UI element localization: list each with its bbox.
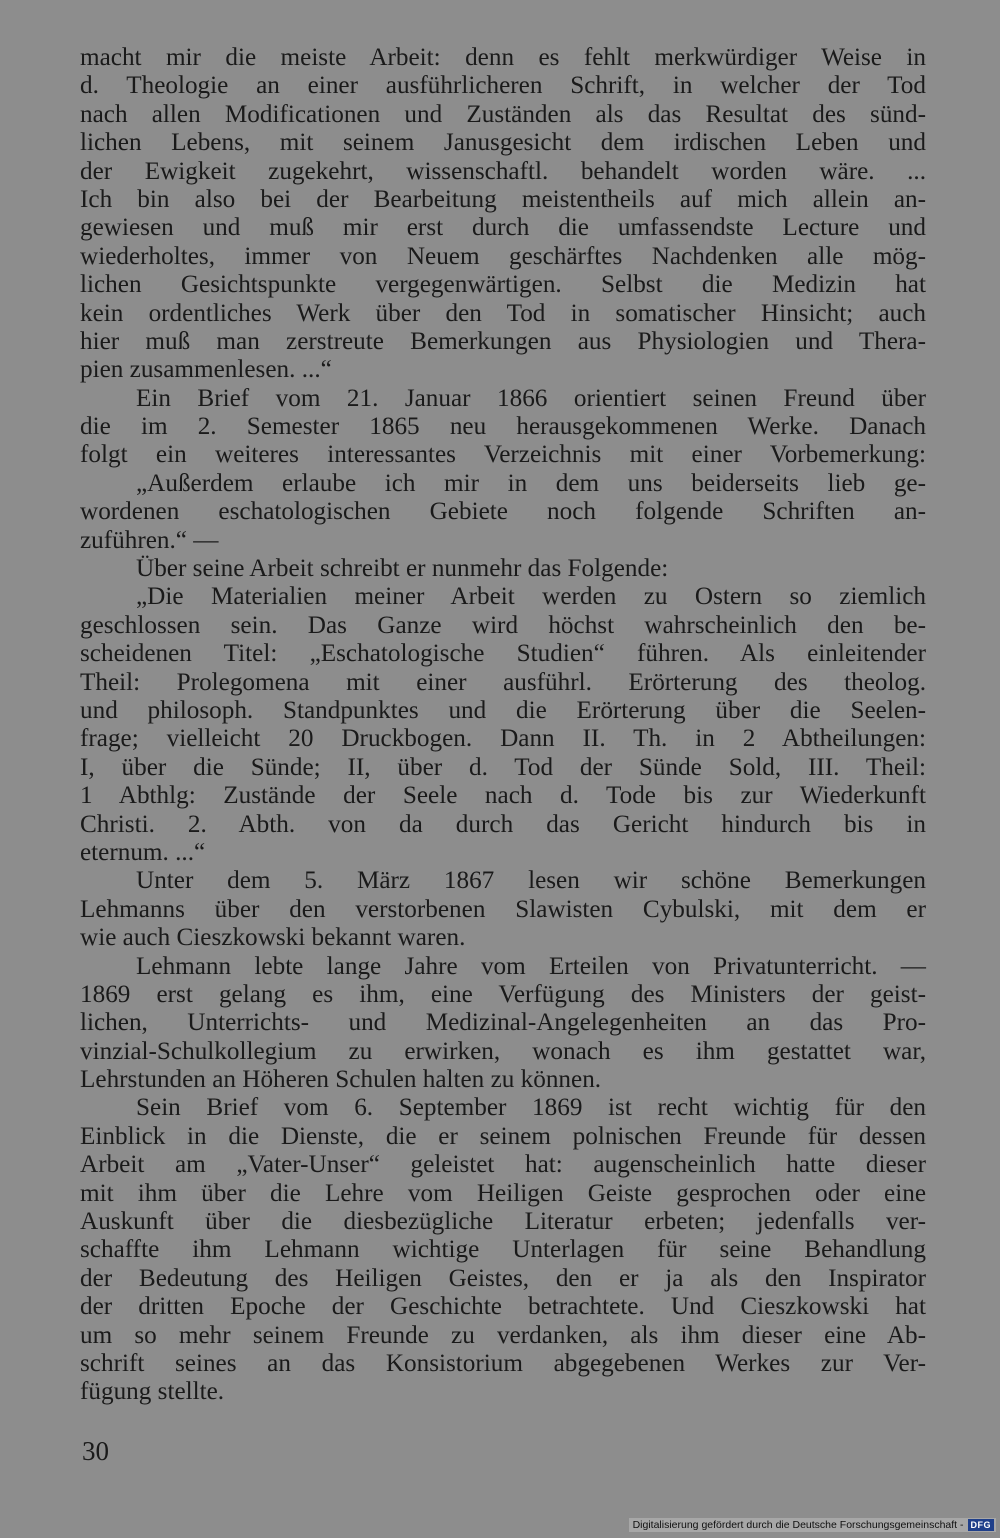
text-line: frage; vielleicht 20 Druckbogen. Dann II. Th. in 2 Abtheilungen: — [80, 725, 926, 753]
text-line: und philosoph. Standpunktes und die Erörterung über die Seelen- — [80, 696, 926, 724]
digitization-footer — [629, 1518, 996, 1532]
text-line: wie auch Cieszkowski bekannt waren. — [80, 924, 466, 952]
text-line: Christi. 2. Abth. von da durch das Gericht hindurch bis in — [80, 810, 926, 838]
text-line: Einblick in die Dienste, die er seinem polnischen Freunde für dessen — [80, 1122, 926, 1150]
body-text — [80, 44, 926, 1407]
text-line: Lehrstunden an Höheren Schulen halten zu können. — [80, 1066, 602, 1094]
text-line: nach allen Modificationen und Zuständen als das Resultat des sünd- — [80, 100, 926, 128]
text-line: wiederholtes, immer von Neuem geschärftes Nachdenken alle mög- — [80, 242, 926, 270]
text-line: scheidenen Titel: „Eschatologische Studien“ führen. Als einleitender — [80, 640, 926, 668]
footer-credit-text: Digitalisierung gefördert durch die Deutsche Forschungsgemeinschaft - — [632, 1519, 964, 1531]
text-line: „Die Materialien meiner Arbeit werden zu Ostern so ziemlich — [136, 583, 926, 611]
text-line: kein ordentliches Werk über den Tod in somatischer Hinsicht; auch — [80, 299, 926, 327]
text-line: der Ewigkeit zugekehrt, wissenschaftl. behandelt worden wäre. ... — [80, 157, 926, 185]
text-line: lichen, Unterrichts- und Medizinal-Angelegenheiten an das Pro- — [80, 1009, 926, 1037]
text-line: Lehmanns über den verstorbenen Slawisten Cybulski, mit dem er — [80, 895, 926, 923]
text-line: macht mir die meiste Arbeit: denn es fehlt merkwürdiger Weise in — [80, 44, 926, 71]
text-line: 1869 erst gelang es ihm, eine Verfügung des Ministers der geist- — [80, 980, 926, 1008]
text-line: geschlossen sein. Das Ganze wird höchst wahrscheinlich den be- — [80, 611, 926, 639]
text-line: Unter dem 5. März 1867 lesen wir schöne Bemerkungen — [136, 867, 926, 895]
text-line: Lehmann lebte lange Jahre vom Erteilen von Privatunterricht. — — [136, 952, 926, 980]
text-line: fügung stellte. — [80, 1378, 225, 1406]
text-line: Sein Brief vom 6. September 1869 ist recht wichtig für den — [136, 1094, 926, 1122]
text-line: der dritten Epoche der Geschichte betrachtete. Und Cieszkowski hat — [80, 1293, 926, 1321]
text-line: gewiesen und muß mir erst durch die umfassendste Lecture und — [80, 214, 926, 242]
text-line: mit ihm über die Lehre vom Heiligen Geiste gesprochen oder eine — [80, 1179, 926, 1207]
text-line: Ich bin also bei der Bearbeitung meistentheils auf mich allein an- — [80, 185, 926, 213]
text-line: die im 2. Semester 1865 neu herausgekommenen Werke. Danach — [80, 413, 926, 441]
text-line: um so mehr seinem Freunde zu verdanken, als ihm dieser eine Ab- — [80, 1321, 926, 1349]
text-line: vinzial-Schulkollegium zu erwirken, wonach es ihm gestattet war, — [80, 1037, 926, 1065]
text-line: Über seine Arbeit schreibt er nunmehr das Folgende: — [136, 555, 669, 583]
text-line: I, über die Sünde; II, über d. Tod der Sünde Sold, III. Theil: — [80, 753, 926, 781]
text-line: „Außerdem erlaube ich mir in dem uns beiderseits lieb ge- — [136, 469, 926, 497]
text-line: hier muß man zerstreute Bemerkungen aus Physiologien und Thera- — [80, 327, 926, 355]
text-line: Arbeit am „Vater-Unser“ geleistet hat: augenscheinlich hatte dieser — [80, 1151, 926, 1179]
text-line: schaffte ihm Lehmann wichtige Unterlagen für seine Behandlung — [80, 1236, 926, 1264]
text-line: lichen Lebens, mit seinem Janusgesicht dem irdischen Leben und — [80, 129, 926, 157]
text-line: pien zusammenlesen. ...“ — [80, 356, 332, 384]
dfg-logo: DFG — [968, 1519, 995, 1531]
text-line: der Bedeutung des Heiligen Geistes, den er ja als den Inspirator — [80, 1264, 926, 1292]
text-line: lichen Gesichtspunkte vergegenwärtigen. Selbst die Medizin hat — [80, 271, 926, 299]
text-line: 1 Abthlg: Zustände der Seele nach d. Tode bis zur Wiederkunft — [80, 782, 926, 810]
text-line: folgt ein weiteres interessantes Verzeichnis mit einer Vorbemerkung: — [80, 441, 926, 469]
text-line: wordenen eschatologischen Gebiete noch folgende Schriften an- — [80, 498, 926, 526]
text-line: Ein Brief vom 21. Januar 1866 orientiert seinen Freund über — [136, 384, 926, 412]
text-line: Auskunft über die diesbezügliche Literatur erbeten; jedenfalls ver- — [80, 1208, 926, 1236]
text-line: schrift seines an das Konsistorium abgegebenen Werkes zur Ver- — [80, 1349, 926, 1377]
text-line: d. Theologie an einer ausführlicheren Schrift, in welcher der Tod — [80, 72, 926, 100]
page-number: 30 — [82, 1436, 109, 1466]
text-line: eternum. ...“ — [80, 838, 206, 866]
text-line: Theil: Prolegomena mit einer ausführl. Erörterung des theolog. — [80, 668, 926, 696]
text-line: zuführen.“ — — [80, 526, 219, 554]
